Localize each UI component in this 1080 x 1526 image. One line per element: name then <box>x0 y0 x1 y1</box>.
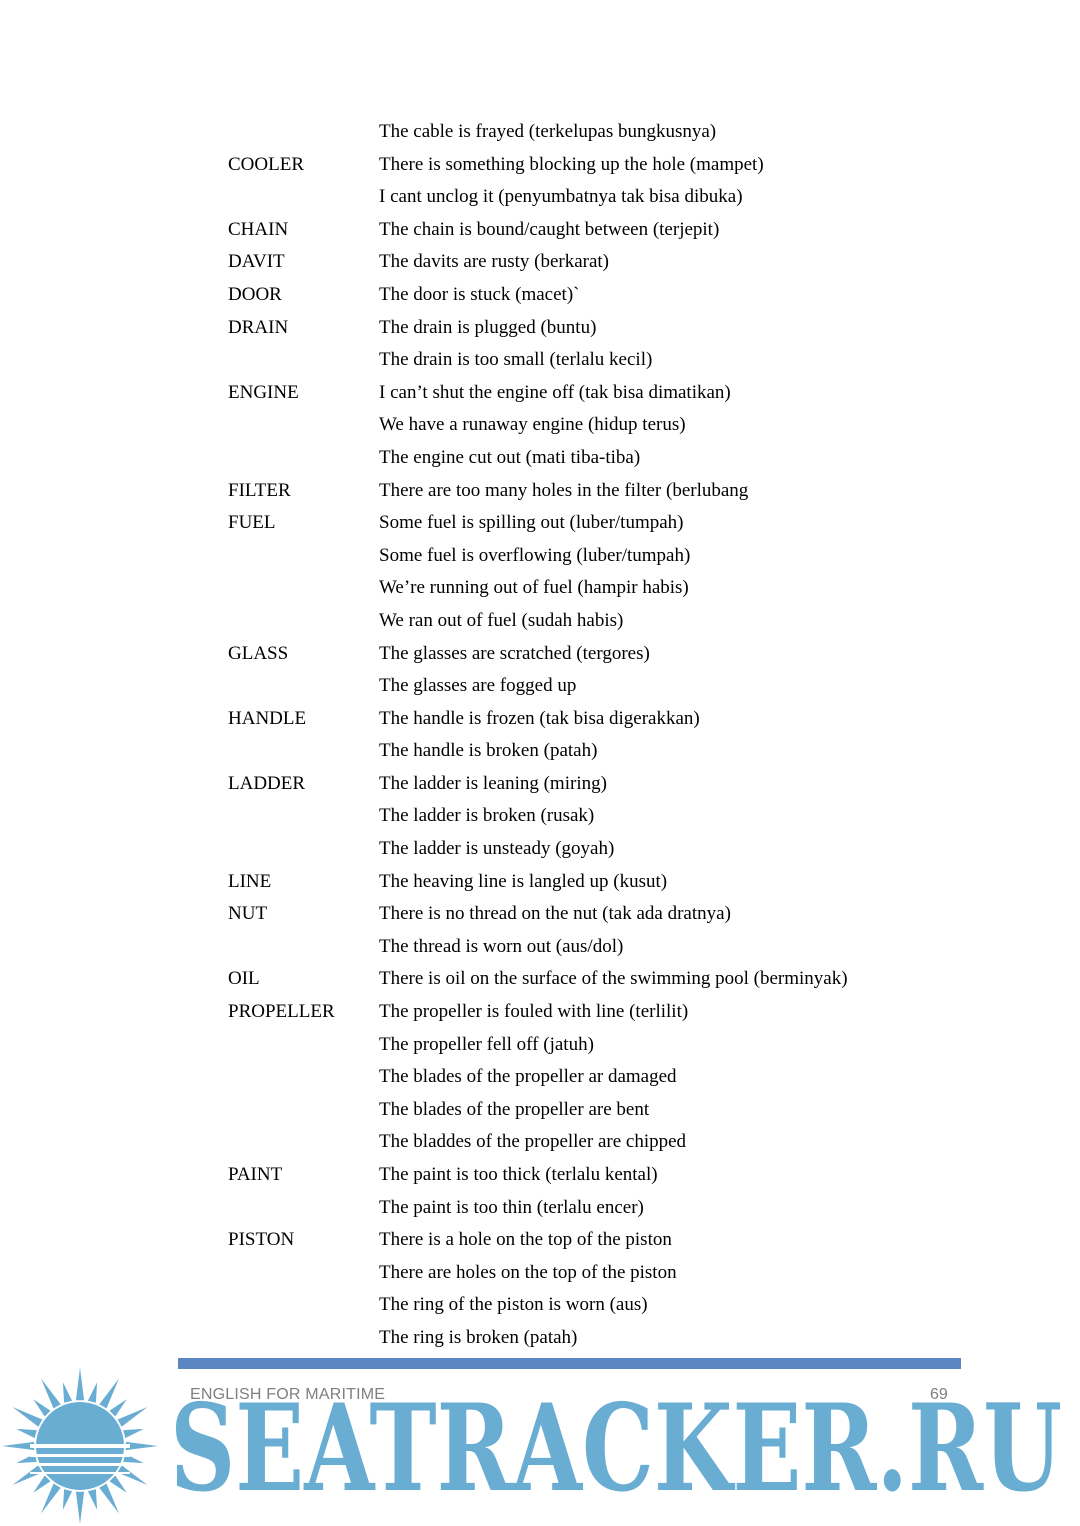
sun-ray <box>16 1429 37 1438</box>
vocab-term: NUT <box>228 903 268 925</box>
vocab-row <box>0 1126 1080 1159</box>
sun-ray <box>118 1465 148 1485</box>
vocab-row <box>0 670 1080 703</box>
vocab-row <box>0 475 1080 508</box>
vocab-description: There are too many holes in the filter (berlubang <box>379 479 749 501</box>
sun-ray <box>99 1379 119 1409</box>
vocab-row <box>0 1192 1080 1225</box>
sun-ray <box>110 1476 127 1493</box>
vocab-term: ENGINE <box>228 381 299 403</box>
vocab-row <box>0 442 1080 475</box>
vocab-row <box>0 1061 1080 1094</box>
vocab-row <box>0 540 1080 573</box>
vocab-description: Some fuel is overflowing (luber/tumpah) <box>379 544 691 566</box>
vocab-term: OIL <box>228 968 260 990</box>
sun-ray <box>63 1489 72 1510</box>
vocab-row <box>0 735 1080 768</box>
vocab-term: PISTON <box>228 1229 295 1251</box>
vocab-row <box>0 605 1080 638</box>
vocab-description: The ladder is unsteady (goyah) <box>379 838 615 860</box>
vocab-description: The door is stuck (macet)` <box>379 283 580 305</box>
vocab-description: We’re running out of fuel (hampir habis) <box>379 577 689 599</box>
vocab-description: The thread is worn out (aus/dol) <box>379 935 624 957</box>
vocab-description: The cable is frayed (terkelupas bungkusnya) <box>379 121 717 142</box>
vocab-description: The blades of the propeller are bent <box>379 1098 650 1120</box>
vocab-description: The propeller fell off (jatuh) <box>379 1033 594 1055</box>
vocab-row <box>0 246 1080 279</box>
vocab-description: The drain is plugged (buntu) <box>379 316 597 338</box>
sun-ray <box>88 1489 97 1510</box>
vocab-row <box>0 931 1080 964</box>
vocab-row <box>0 409 1080 442</box>
vocab-description: The drain is too small (terlalu kecil) <box>379 349 653 371</box>
sun-ray <box>63 1382 72 1403</box>
vocabulary-list <box>0 116 1080 1355</box>
vocab-description: The ring is broken (patah) <box>379 1326 578 1348</box>
vocab-row <box>0 1094 1080 1127</box>
vocab-description: The davits are rusty (berkarat) <box>379 251 610 273</box>
vocab-description: The ladder is leaning (miring) <box>379 772 607 794</box>
vocab-description: The paint is too thin (terlalu encer) <box>379 1196 644 1218</box>
vocab-description: We ran out of fuel (sudah habis) <box>379 609 624 631</box>
vocab-row <box>0 279 1080 312</box>
sun-ray <box>13 1465 43 1485</box>
vocab-row <box>0 116 1080 149</box>
sun-ray <box>88 1382 97 1403</box>
vocab-description: The handle is frozen (tak bisa digerakkan) <box>379 707 700 729</box>
vocab-term: HANDLE <box>228 707 307 729</box>
vocab-term: PROPELLER <box>228 1001 335 1023</box>
sun-ray <box>13 1407 43 1427</box>
vocab-term: LADDER <box>228 772 306 794</box>
vocab-row <box>0 181 1080 214</box>
vocab-row <box>0 703 1080 736</box>
vocab-description: There are holes on the top of the piston <box>379 1261 677 1283</box>
vocab-term: LINE <box>228 870 272 892</box>
footer-title: ENGLISH FOR MARITIME <box>190 1386 386 1403</box>
sun-ray <box>118 1407 148 1427</box>
vocab-description: The paint is too thick (terlalu kental) <box>379 1164 658 1185</box>
sun-ray <box>126 1442 158 1450</box>
sun-ray <box>76 1492 84 1524</box>
vocab-row <box>0 963 1080 996</box>
page-number: 69 <box>930 1386 948 1403</box>
vocab-description: The ladder is broken (rusak) <box>379 805 595 827</box>
sun-ray <box>33 1476 50 1493</box>
vocab-description: The bladdes of the propeller are chipped <box>379 1131 687 1153</box>
sun-ray <box>76 1368 84 1400</box>
vocab-row <box>0 149 1080 182</box>
vocab-description: The engine cut out (mati tiba-tiba) <box>379 446 641 468</box>
vocab-description: There is oil on the surface of the swimming pool (berminyak) <box>379 968 848 990</box>
vocab-description: The ring of the piston is worn (aus) <box>379 1294 648 1316</box>
sun-ray <box>41 1484 61 1514</box>
vocab-description: There is no thread on the nut (tak ada dratnya) <box>379 903 731 925</box>
vocab-description: There is something blocking up the hole (mampet) <box>379 153 764 175</box>
footer-rule <box>178 1358 961 1369</box>
sun-ray <box>33 1399 50 1416</box>
vocab-term: DRAIN <box>228 316 289 338</box>
vocab-row <box>0 638 1080 671</box>
vocab-description: The glasses are scratched (tergores) <box>379 642 650 664</box>
vocab-description: The heaving line is langled up (kusut) <box>379 870 668 892</box>
vocab-term: CHAIN <box>228 218 289 240</box>
vocab-description: I can’t shut the engine off (tak bisa dimatikan) <box>379 381 731 403</box>
vocab-row <box>0 833 1080 866</box>
watermark-text: SEATRACKER.RU <box>170 1378 1062 1518</box>
vocab-row <box>0 898 1080 931</box>
vocab-term: FILTER <box>228 479 291 501</box>
vocab-row <box>0 996 1080 1029</box>
vocab-description: Some fuel is spilling out (luber/tumpah) <box>379 512 684 534</box>
sun-ray <box>110 1399 127 1416</box>
vocab-row <box>0 800 1080 833</box>
vocab-description: The glasses are fogged up <box>379 675 577 697</box>
vocab-row <box>0 344 1080 377</box>
vocab-term: GLASS <box>228 642 289 664</box>
vocab-row <box>0 312 1080 345</box>
vocab-row <box>0 866 1080 899</box>
vocab-row <box>0 1159 1080 1192</box>
vocab-term: PAINT <box>228 1164 283 1185</box>
vocab-description: I cant unclog it (penyumbatnya tak bisa dibuka) <box>379 186 743 208</box>
vocab-row <box>0 768 1080 801</box>
vocab-row <box>0 1289 1080 1322</box>
vocab-row <box>0 507 1080 540</box>
vocab-description: The chain is bound/caught between (terjepit) <box>379 218 720 240</box>
sun-ray <box>41 1379 61 1409</box>
sun-icon <box>0 1366 160 1526</box>
vocab-term: DAVIT <box>228 251 285 273</box>
sun-ray <box>2 1442 34 1450</box>
vocab-description: The propeller is fouled with line (terlilit) <box>379 1001 689 1023</box>
vocab-row <box>0 1224 1080 1257</box>
vocab-row <box>0 377 1080 410</box>
vocab-row <box>0 572 1080 605</box>
vocab-term: COOLER <box>228 153 304 175</box>
vocab-term: DOOR <box>228 283 282 305</box>
vocab-description: The blades of the propeller ar damaged <box>379 1066 677 1088</box>
vocab-row <box>0 1257 1080 1290</box>
vocab-row <box>0 214 1080 247</box>
sun-ray <box>123 1429 144 1438</box>
vocab-row <box>0 1322 1080 1355</box>
sun-ray <box>99 1484 119 1514</box>
vocab-description: There is a hole on the top of the piston <box>379 1229 672 1251</box>
vocab-description: We have a runaway engine (hidup terus) <box>379 414 686 436</box>
vocab-row <box>0 1029 1080 1062</box>
vocab-description: The handle is broken (patah) <box>379 740 598 762</box>
watermark-logo <box>170 1378 1070 1518</box>
vocab-term: FUEL <box>228 512 276 534</box>
